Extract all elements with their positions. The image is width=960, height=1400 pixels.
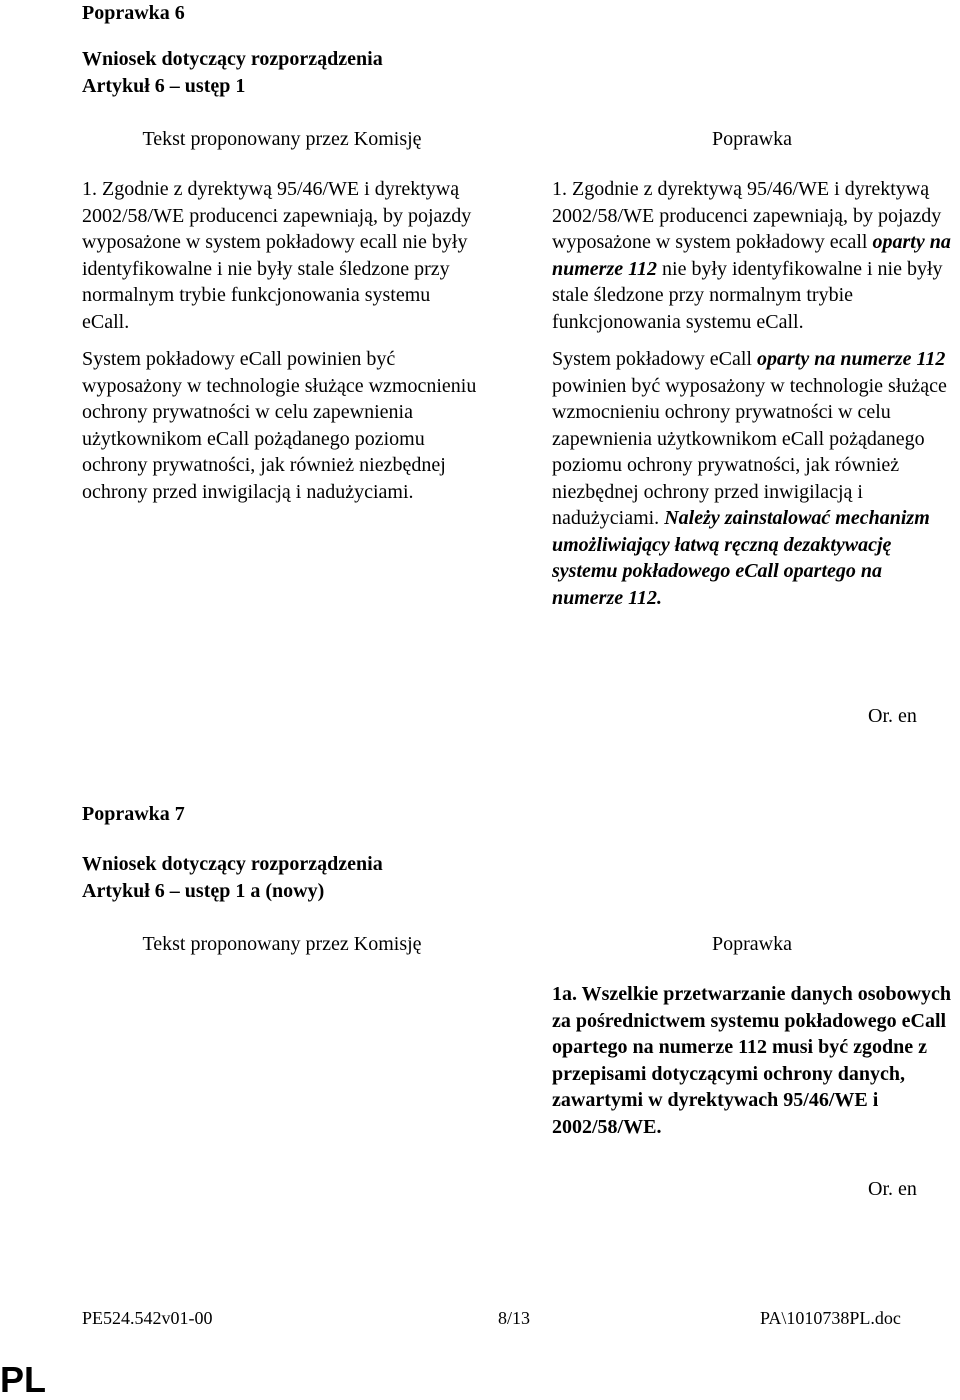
amended-p2-new-sentence: Należy zainstalować mechanizm umożliwiający łatwą ręczną dezaktywację systemu pokładowego eCall opartego na numerze 112. [552,507,930,609]
footer-page-number: 8/13 [498,1308,531,1328]
amendment-7-left-header: Tekst proponowany przez Komisję [142,933,422,955]
commission-paragraph-1: 1. Zgodnie z dyrektywą 95/46/WE i dyrektywą 2002/58/WE producenci zapewniają, by pojazdy wyposażone w system pokładowy ecall nie były identyfikowalne i nie były stale śledzone przy normalnym trybie funkcjonowania systemu eCall. [82,178,472,333]
amended-paragraph-2 [552,346,952,611]
language-mark: PL [0,1359,47,1400]
amendment-7-article: Artykuł 6 – ustęp 1 a (nowy) [82,880,325,902]
amendment-6-right-header: Poprawka [712,128,792,150]
amended-paragraph-1a: 1a. Wszelkie przetwarzanie danych osobowych za pośrednictwem systemu pokładowego eCall opartego na numerze 112 musi być zgodne z przepisami dotyczącymi ochrony danych, zawartymi w dyrektywach 95/46/WE i 2002/58/WE. [552,983,952,1138]
amendment-7-amended-text [552,981,952,1140]
footer-file-name: PA\1010738PL.doc [760,1308,901,1328]
amendment-6-commission-text [82,176,482,505]
amendment-6-proposal: Wniosek dotyczący rozporządzenia [82,48,383,70]
amended-p2-text-c: powinien być wyposażony w technologie służące wzmocnieniu ochrony prywatności w celu zapewnienia użytkownikom eCall pożądanego poziomu ochrony prywatności, jak również niezbędnej ochrony przed inwigilacją i nadużyciami. [552,374,947,529]
amended-p1-text-a: 1. Zgodnie z dyrektywą 95/46/WE i dyrektywą 2002/58/WE producenci zapewniają, by pojazdy wyposażone w system pokładowy ecall [552,178,942,253]
amendment-7-proposal: Wniosek dotyczący rozporządzenia [82,853,383,875]
amended-p2-text-a: System pokładowy eCall [552,348,757,370]
amendment-6-title: Poprawka 6 [82,2,185,24]
footer-doc-ref: PE524.542v01-00 [82,1308,213,1328]
amended-p1-insert: oparty na numerze 112 [552,231,951,280]
amended-paragraph-1 [552,176,952,335]
commission-paragraph-2: System pokładowy eCall powinien być wyposażony w technologie służące wzmocnieniu ochrony prywatności w celu zapewnienia użytkownikom eCall pożądanego poziomu ochrony prywatności, jak również niezbędnej ochrony przed inwigilacją i nadużyciami. [82,348,477,503]
amendment-6-origin: Or. en [868,705,917,727]
amendment-7-title: Poprawka 7 [82,803,185,825]
amendment-6-left-header: Tekst proponowany przez Komisję [142,128,422,150]
amended-p2-insert: oparty na numerze 112 [756,348,946,370]
amendment-7-origin: Or. en [868,1178,917,1200]
amended-p1-text-c: nie były identyfikowalne i nie były stale śledzone przy normalnym trybie funkcjonowania systemu eCall. [552,257,943,333]
amendment-6-article: Artykuł 6 – ustęp 1 [82,75,246,97]
amendment-6-amended-text [552,176,952,611]
amendment-7-right-header: Poprawka [712,933,792,955]
